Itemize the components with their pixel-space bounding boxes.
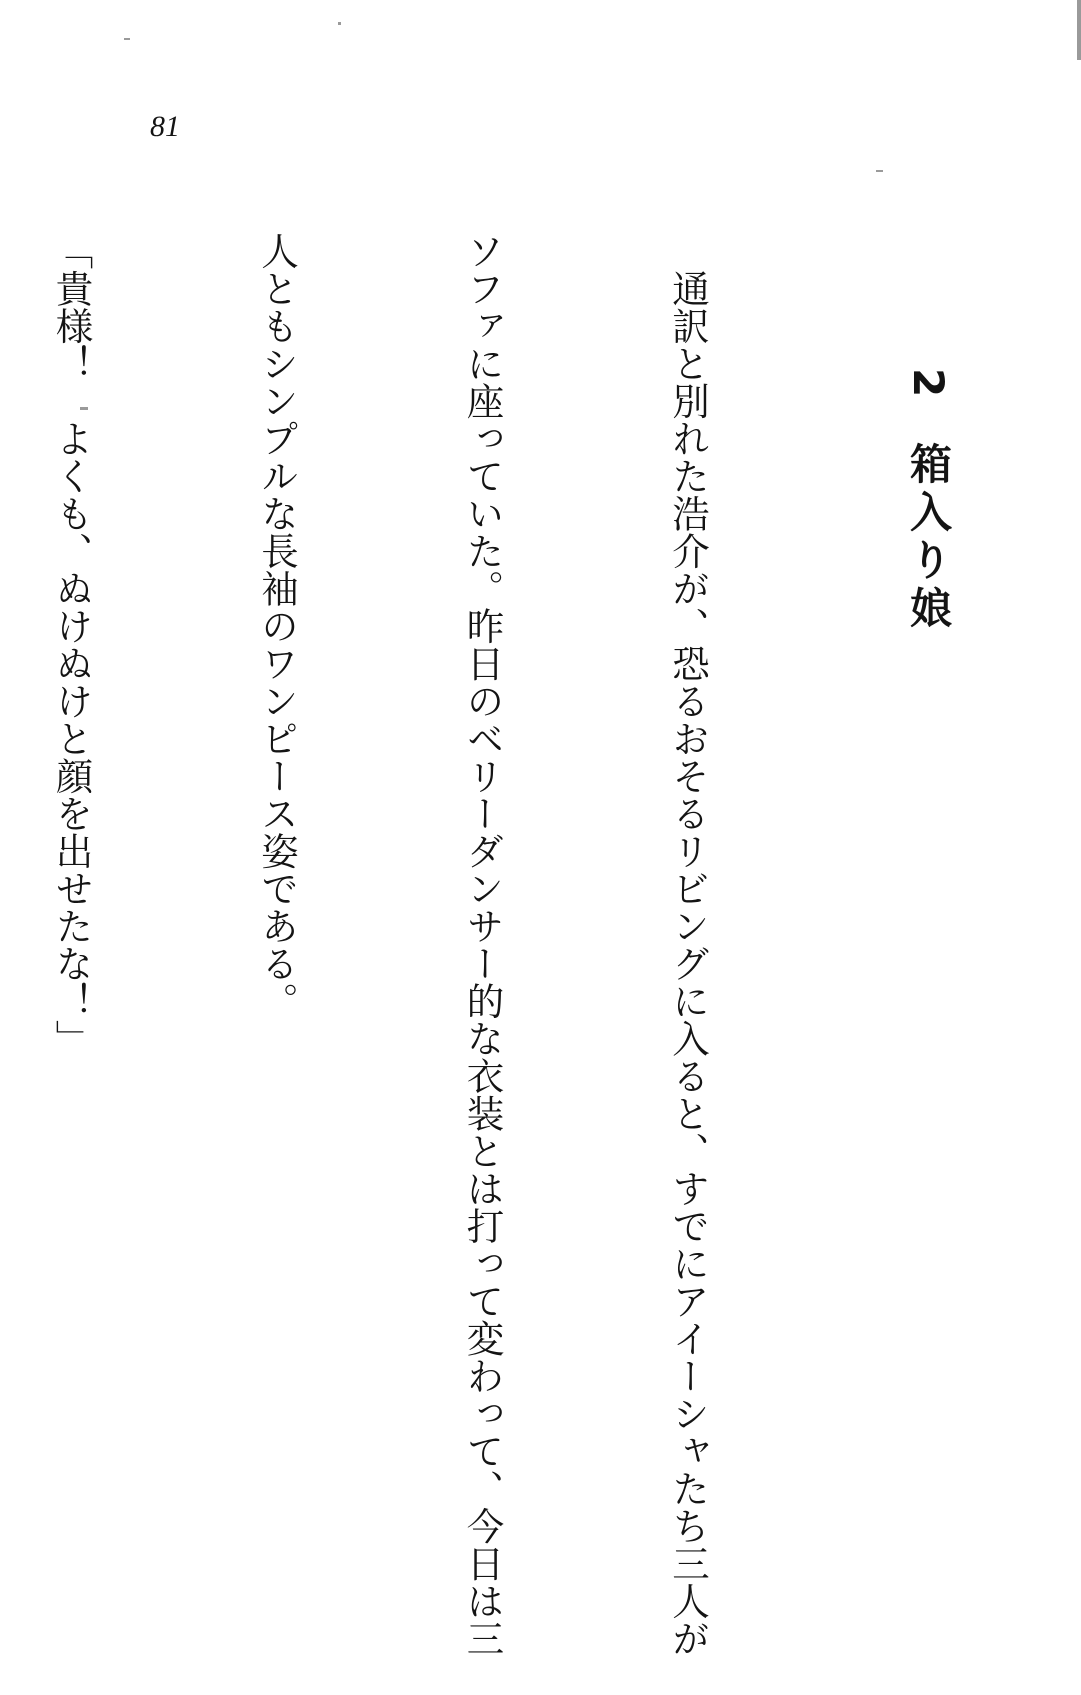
page-number: 81 [150, 110, 180, 143]
scan-speck [338, 22, 341, 25]
page-edge-shadow [1077, 0, 1081, 60]
text-line: 人ともシンプルな長袖のワンピース姿である。 [255, 232, 299, 1020]
body-text [49, 232, 859, 1657]
chapter-title: 箱入り娘 [904, 441, 953, 634]
text-line: 通訳と別れた浩介が、恐るおそるリビングに入ると、すでにアイーシャたち三人が [666, 232, 710, 1657]
scan-speck [876, 170, 883, 172]
chapter-number: 2 [904, 368, 953, 402]
text-line: 「貴様！ よくも、ぬけぬけと顔を出せたな！」 [49, 232, 94, 1057]
scan-speck [124, 38, 130, 40]
chapter-heading [904, 368, 953, 634]
text-line: ソファに座っていた。昨日のベリーダンサー的な衣装とは打って変わって、今日は三 [460, 232, 505, 1657]
